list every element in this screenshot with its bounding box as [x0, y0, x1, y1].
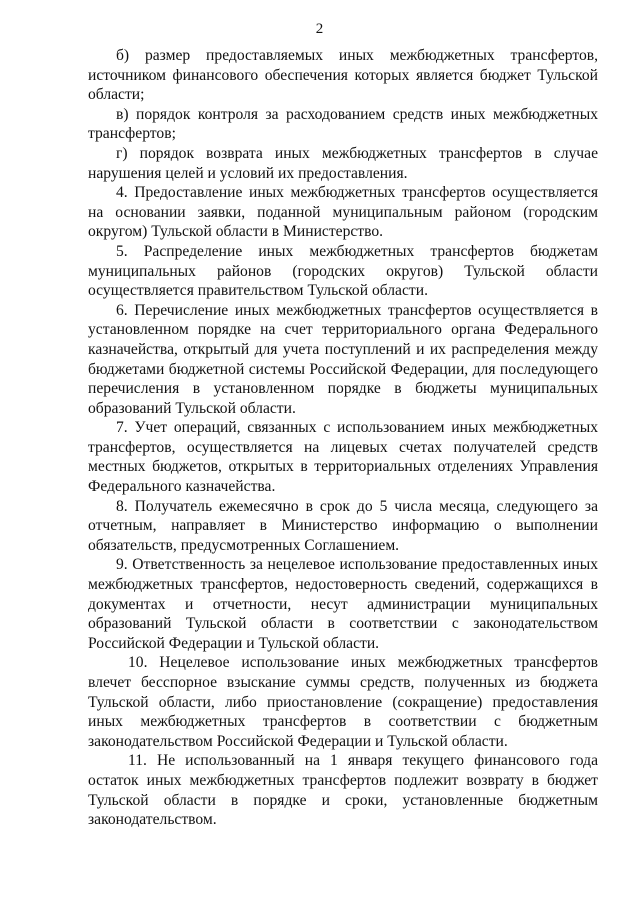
paragraph-5: 5. Распределение иных межбюджетных трансфертов бюджетам муниципальных районов (городских округов) Тульской области осуществляется правительством Тульской области. [88, 242, 598, 300]
paragraph-g: г) порядок возврата иных межбюджетных трансфертов в случае нарушения целей и условий их предоставления. [88, 144, 598, 182]
paragraph-b: б) размер предоставляемых иных межбюджетных трансфертов, источником финансового обеспечения которых является бюджет Тульской области; [88, 47, 598, 104]
paragraph-11: 11. Не использованный на 1 января текущего финансового года остаток иных межбюджетных трансфертов подлежит возврату в бюджет Тульской области в порядке и сроки, установленные бюджетным законодательством. [88, 752, 598, 829]
paragraph-6: 6. Перечисление иных межбюджетных трансфертов осуществляется в установленном порядке на счет территориального органа Федерального казначейства, открытый для учета поступлений и их распределения между бюджетами бюджетной системы Российской Федерации, для последующего перечисления в установленном порядке в бюджеты муниципальных образований Тульской области. [88, 301, 598, 417]
paragraph-10: 10. Нецелевое использование иных межбюджетных трансфертов влечет бесспорное взыскание суммы средств, полученных из бюджета Тульской области, либо приостановление (сокращение) предоставления иных межбюджетных трансфертов в соответствии с бюджетным законодательством Российской Федерации и Тульской области. [88, 654, 598, 750]
document-body [88, 46, 598, 830]
paragraph-8: 8. Получатель ежемесячно в срок до 5 числа месяца, следующего за отчетным, направляет в Министерство информацию о выполнении обязательств, предусмотренных Соглашением. [88, 497, 598, 554]
paragraph-9: 9. Ответственность за нецелевое использование предоставленных иных межбюджетных трансфертов, недостоверность сведений, содержащихся в документах и отчетности, несут администрации муниципальных образований Тульской области в соответствии с законодательством Российской Федерации и Тульской области. [88, 556, 598, 652]
page-number: 2 [315, 21, 324, 37]
paragraph-v: в) порядок контроля за расходованием средств иных межбюджетных трансфертов; [88, 105, 598, 143]
paragraph-4: 4. Предоставление иных межбюджетных трансфертов осуществляется на основании заявки, поданной муниципальным районом (городским округом) Тульской области в Министерство. [88, 184, 598, 241]
paragraph-7: 7. Учет операций, связанных с использованием иных межбюджетных трансфертов, осуществляется на лицевых счетах получателей средств местных бюджетов, открытых в территориальных отделениях Управления Федерального казначейства. [88, 419, 598, 496]
